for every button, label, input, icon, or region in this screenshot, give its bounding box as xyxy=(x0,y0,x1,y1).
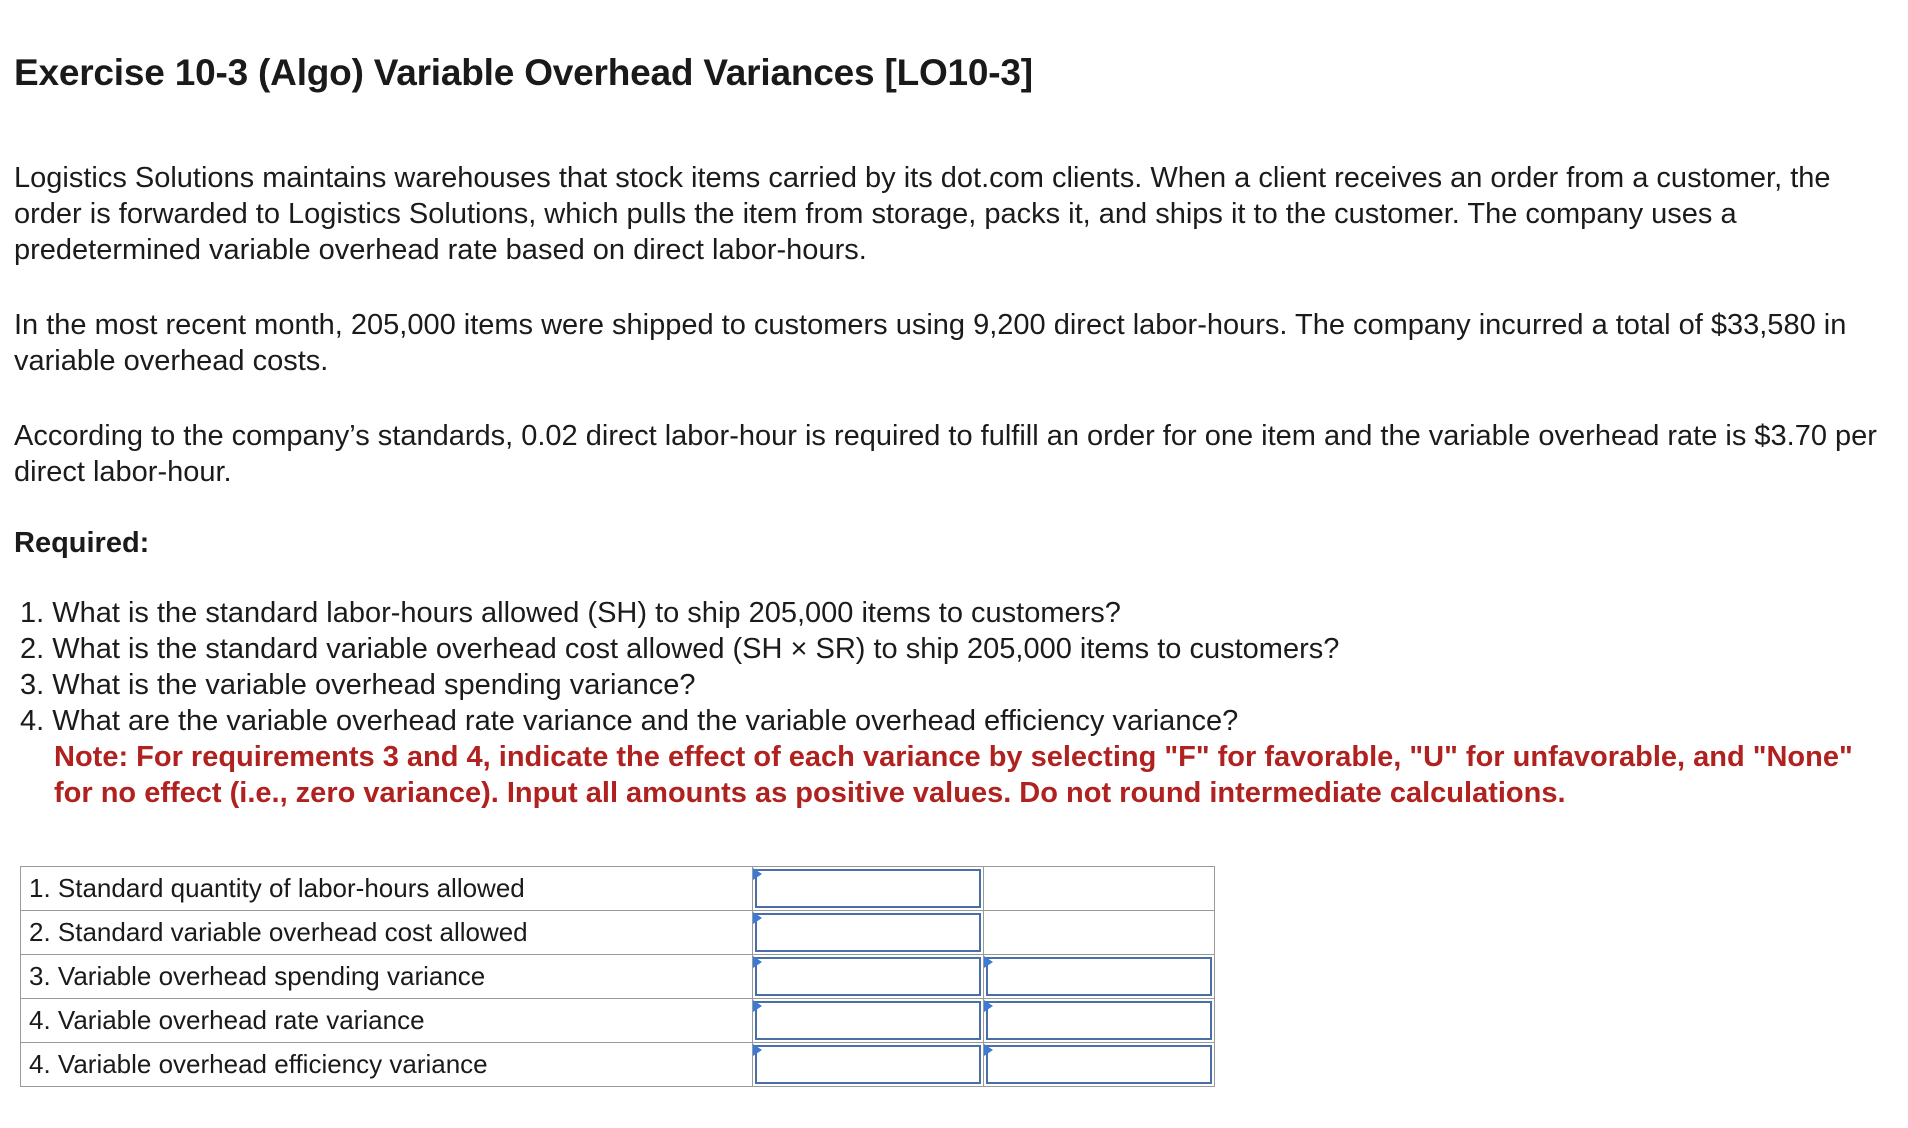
answer-flag-icon xyxy=(753,956,762,968)
standard-cost-input[interactable] xyxy=(755,913,981,952)
empty-cell xyxy=(984,911,1215,955)
rate-variance-effect-input[interactable] xyxy=(986,1001,1212,1040)
answer-flag-icon xyxy=(753,868,762,880)
requirement-item: 4. What are the variable overhead rate variance and the variable overhead efficiency variance? xyxy=(20,705,1239,737)
answer-flag-icon xyxy=(984,1000,993,1012)
answer-flag-icon xyxy=(753,1044,762,1056)
spending-variance-amount-input[interactable] xyxy=(755,957,981,996)
instruction-note: Note: For requirements 3 and 4, indicate the effect of each variance by selecting "F" for favorable, "U" for unfavorable, and "None" for no effect (i.e., zero variance). Input all amounts as positive values. Do not round intermediate calculations. xyxy=(54,741,1853,809)
standards-paragraph: According to the company’s standards, 0.02 direct labor-hour is required to fulfill an order for one item and the variable overhead rate is $3.70 per direct labor-hour. xyxy=(14,420,1877,488)
row-label: 1. Standard quantity of labor-hours allowed xyxy=(21,867,753,911)
table-row xyxy=(21,911,1215,955)
empty-cell xyxy=(984,867,1215,911)
rate-variance-amount-input[interactable] xyxy=(755,1001,981,1040)
spending-variance-effect-input[interactable] xyxy=(986,957,1212,996)
requirement-item: 1. What is the standard labor-hours allowed (SH) to ship 205,000 items to customers? xyxy=(20,597,1121,629)
row-label: 4. Variable overhead efficiency variance xyxy=(21,1043,753,1087)
answer-table xyxy=(20,866,1215,1087)
row-label: 4. Variable overhead rate variance xyxy=(21,999,753,1043)
table-row xyxy=(21,955,1215,999)
requirement-item: 3. What is the variable overhead spending variance? xyxy=(20,669,696,701)
answer-flag-icon xyxy=(984,956,993,968)
efficiency-variance-amount-input[interactable] xyxy=(755,1045,981,1084)
table-row xyxy=(21,867,1215,911)
standard-hours-input[interactable] xyxy=(755,869,981,908)
monthly-data-paragraph: In the most recent month, 205,000 items were shipped to customers using 9,200 direct labor-hours. The company incurred a total of $33,580 in variable overhead costs. xyxy=(14,309,1847,377)
intro-paragraph: Logistics Solutions maintains warehouses that stock items carried by its dot.com clients. When a client receives an order from a customer, the order is forwarded to Logistics Solutions, which pulls the item from storage, packs it, and ships it to the customer. The company uses a predetermined variable overhead rate based on direct labor-hours. xyxy=(14,162,1831,266)
requirement-item: 2. What is the standard variable overhead cost allowed (SH × SR) to ship 205,000 items to customers? xyxy=(20,633,1340,665)
required-heading: Required: xyxy=(14,527,150,559)
page-title: Exercise 10-3 (Algo) Variable Overhead Variances [LO10-3] xyxy=(14,52,1033,93)
answer-flag-icon xyxy=(753,1000,762,1012)
table-row xyxy=(21,1043,1215,1087)
row-label: 2. Standard variable overhead cost allowed xyxy=(21,911,753,955)
table-row xyxy=(21,999,1215,1043)
answer-flag-icon xyxy=(984,1044,993,1056)
answer-flag-icon xyxy=(753,912,762,924)
row-label: 3. Variable overhead spending variance xyxy=(21,955,753,999)
efficiency-variance-effect-input[interactable] xyxy=(986,1045,1212,1084)
requirements-list xyxy=(20,595,1339,739)
